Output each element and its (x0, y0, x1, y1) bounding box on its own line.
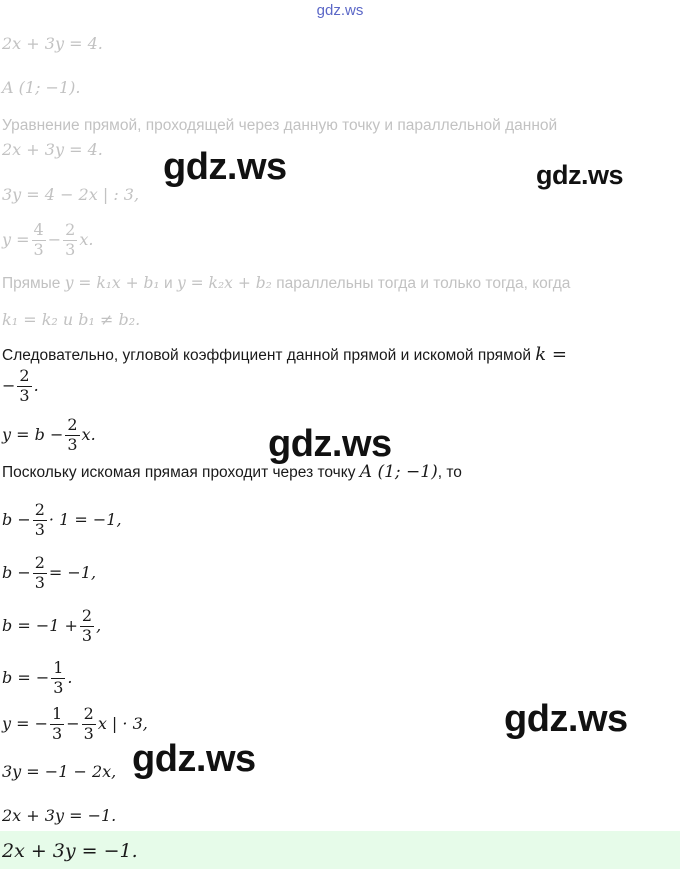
lhs: y = b − (2, 425, 64, 444)
equation: y = k₂x + b₂ (176, 274, 272, 292)
numerator: 1 (53, 657, 64, 677)
fraction (32, 219, 46, 259)
step-multiply: 3y = −1 − 2x, (2, 762, 117, 781)
text: и (163, 275, 173, 292)
expr: y = − (2, 714, 49, 733)
watermark: gdz.ws (163, 146, 287, 188)
watermark: gdz.ws (268, 423, 392, 465)
denominator: 3 (33, 239, 44, 259)
numerator: 2 (83, 703, 94, 723)
given-line-equation: 2x + 3y = 4. (2, 34, 103, 53)
watermark: gdz.ws (504, 698, 628, 740)
parallel-condition (2, 273, 570, 294)
given-point: A (1; −1). (2, 78, 81, 97)
denominator: 3 (19, 385, 30, 405)
fraction (17, 365, 31, 405)
text: Поскольку искомая прямая проходит через точку (2, 464, 356, 481)
through-point-statement (2, 462, 462, 483)
fraction (33, 552, 47, 592)
slope-value: − $\frac{2}{3}$ . (2, 365, 39, 405)
equation-repeat: 2x + 3y = 4. (2, 140, 103, 159)
line-form: y = b − $\frac{2}{3}$ x. (2, 414, 96, 454)
fraction (80, 605, 94, 645)
denominator: 3 (53, 677, 64, 697)
text: , то (437, 464, 462, 481)
step-substitute: b − $\frac{2}{3}$ · 1 = −1, (2, 499, 122, 539)
slope-statement (2, 345, 567, 366)
site-watermark-top: gdz.ws (316, 2, 364, 19)
text: Прямые (2, 275, 61, 292)
expr: x | · 3, (97, 714, 148, 733)
fraction (63, 219, 77, 259)
problem-statement: Уравнение прямой, проходящей через данную точку и параллельной данной (2, 117, 558, 134)
watermark: gdz.ws (536, 160, 624, 190)
slope-symbol: k = (535, 344, 568, 365)
equation: y = k₁x + b₁ (64, 274, 160, 292)
answer-box (0, 831, 680, 869)
numerator: 2 (81, 605, 93, 625)
denominator: 3 (34, 572, 45, 592)
step-final: 2x + 3y = −1. (2, 806, 117, 825)
parallel-condition-formula: k₁ = k₂ и b₁ ≠ b₂. (2, 310, 141, 329)
fraction (51, 657, 65, 697)
step-b-value: b = − $\frac{1}{3}$ . (2, 657, 73, 697)
expr: = −1, (48, 563, 97, 582)
watermark: gdz.ws (132, 738, 256, 780)
fraction (50, 703, 64, 743)
denominator: 3 (65, 239, 76, 259)
point: A (1; −1) (359, 462, 438, 482)
step-divide: 3y = 4 − 2x | : 3, (2, 185, 140, 204)
answer-text: 2x + 3y = −1. (2, 840, 138, 862)
denominator: 3 (81, 625, 93, 645)
denominator: 3 (67, 434, 78, 454)
numerator: 2 (34, 552, 45, 572)
denominator: 3 (83, 723, 94, 743)
step-slope-form: y = $\frac{4}{3}$ − $\frac{2}{3}$ x. (2, 219, 94, 259)
denominator: 3 (52, 723, 63, 743)
step-simplify: b − $\frac{2}{3}$ = −1, (2, 552, 97, 592)
step-lhs: y = (2, 230, 30, 249)
numerator: 4 (33, 219, 44, 239)
text: Следовательно, угловой коэффициент данной прямой и искомой прямой (2, 347, 531, 364)
numerator: 2 (19, 365, 30, 385)
denominator: 3 (34, 519, 45, 539)
fraction (82, 703, 96, 743)
step-line-equation: y = − $\frac{1}{3}$ − $\frac{2}{3}$ x | · 3, (2, 703, 148, 743)
numerator: 2 (67, 414, 78, 434)
fraction (33, 499, 47, 539)
numerator: 2 (65, 219, 76, 239)
expr: b = −1 + (2, 616, 78, 635)
step-solve-b: b = −1 + $\frac{2}{3}$ , (2, 605, 102, 645)
text: параллельны тогда и только тогда, когда (276, 275, 571, 292)
expr: · 1 = −1, (48, 510, 122, 529)
numerator: 1 (52, 703, 63, 723)
fraction (65, 414, 79, 454)
expr: b = − (2, 668, 50, 687)
numerator: 2 (34, 499, 45, 519)
